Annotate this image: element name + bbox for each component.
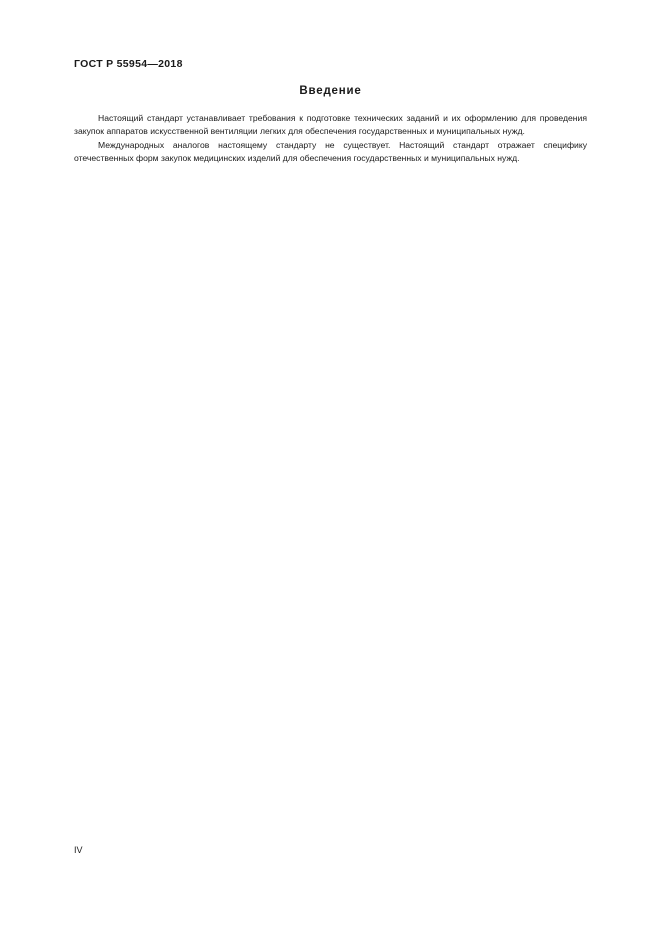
section-title: Введение bbox=[299, 85, 362, 97]
body-text bbox=[74, 112, 587, 165]
standard-designation-header: ГОСТ Р 55954—2018 bbox=[74, 58, 183, 70]
paragraph-1: Настоящий стандарт устанавливает требования к подготовке технических заданий и их оформлению для проведения закупок аппаратов искусственной вентиляции легких для обеспечения государственных и муниципальных нужд. bbox=[74, 113, 587, 137]
page-number: IV bbox=[74, 845, 83, 855]
paragraph-2: Международных аналогов настоящему стандарту не существует. Настоящий стандарт отражает специфику отечественных форм закупок медицинских изделий для обеспечения государственных и муниципальных нужд. bbox=[74, 139, 587, 163]
